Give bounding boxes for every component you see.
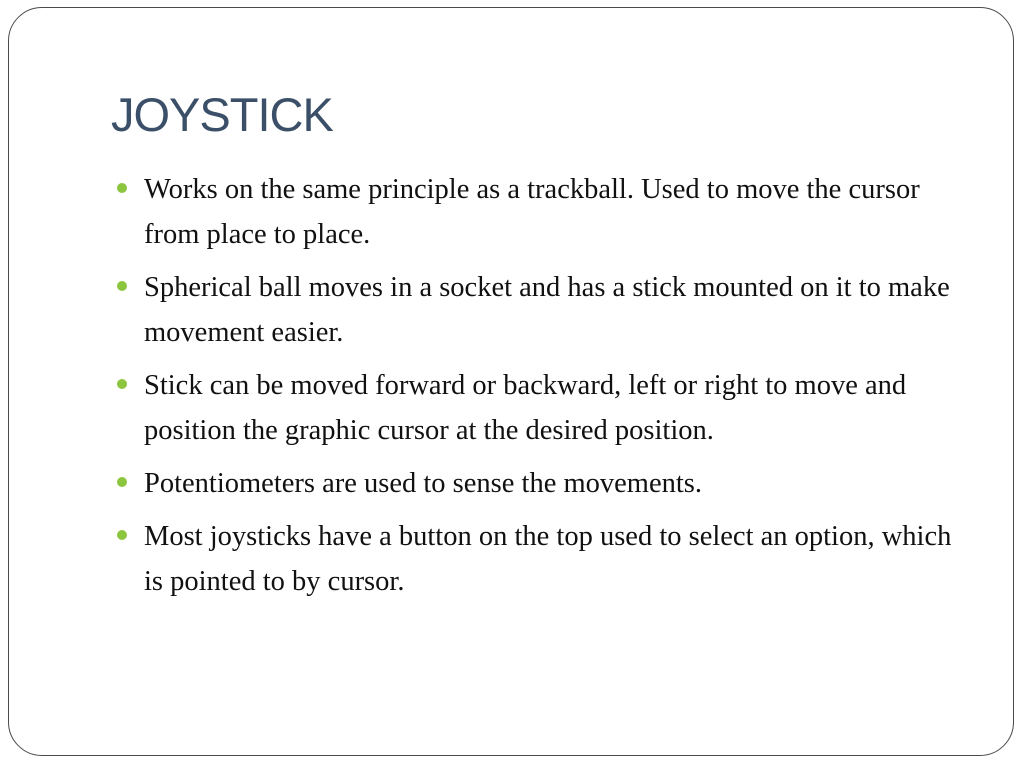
bullet-text: Potentiometers are used to sense the movements. [144,468,702,499]
bullet-dot-icon [117,477,127,487]
bullet-list [114,167,974,612]
bullet-text: Works on the same principle as a trackball. Used to move the cursor from place to place. [144,174,920,250]
slide-title: JOYSTICK [111,88,333,141]
bullet-item [114,514,974,604]
bullet-dot-icon [117,530,127,540]
bullet-dot-icon [117,379,127,389]
bullet-text: Most joysticks have a button on the top used to select an option, which is pointed to by cursor. [144,521,952,597]
bullet-dot-icon [117,183,127,193]
bullet-text: Spherical ball moves in a socket and has a stick mounted on it to make movement easier. [144,272,950,348]
bullet-item [114,167,974,257]
bullet-item [114,265,974,355]
bullet-item [114,363,974,453]
bullet-item [114,461,974,506]
bullet-text: Stick can be moved forward or backward, left or right to move and position the graphic cursor at the desired position. [144,370,907,446]
bullet-dot-icon [117,281,127,291]
